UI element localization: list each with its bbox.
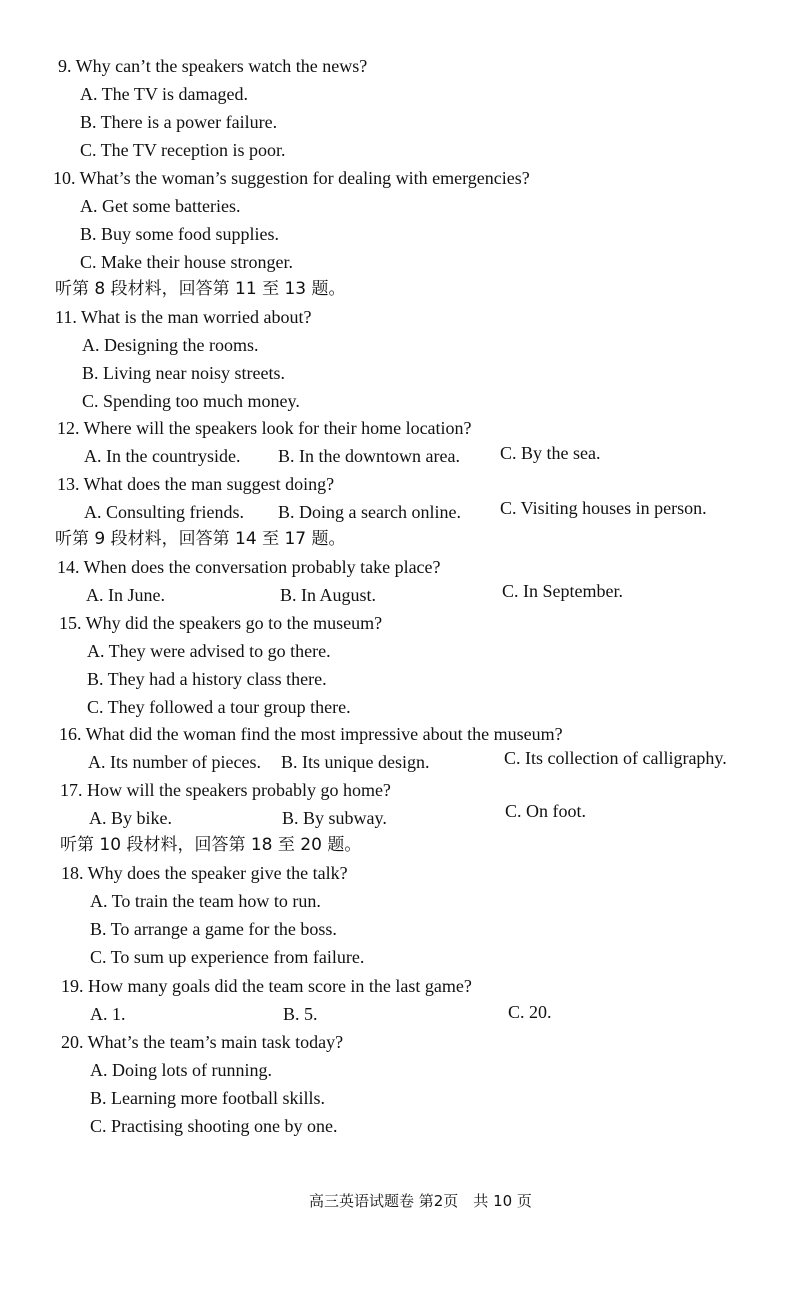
question-14: 14. When does the conversation probably take place? bbox=[57, 557, 441, 577]
q15-option-b: B. They had a history class there. bbox=[87, 669, 327, 689]
q10-option-a: A. Get some batteries. bbox=[80, 196, 241, 216]
q16-option-b: B. Its unique design. bbox=[281, 752, 430, 772]
q10-option-c: C. Make their house stronger. bbox=[80, 252, 293, 272]
q17-option-c: C. On foot. bbox=[505, 801, 586, 821]
q12-option-a: A. In the countryside. bbox=[84, 446, 241, 466]
q13-option-b: B. Doing a search online. bbox=[278, 502, 461, 522]
question-9: 9. Why can’t the speakers watch the news? bbox=[58, 56, 368, 76]
question-20: 20. What’s the team’s main task today? bbox=[61, 1032, 344, 1052]
q9-option-b: B. There is a power failure. bbox=[80, 112, 278, 132]
question-12: 12. Where will the speakers look for their home location? bbox=[57, 418, 472, 438]
q17-option-b: B. By subway. bbox=[282, 808, 387, 828]
q19-option-c: C. 20. bbox=[508, 1002, 552, 1022]
q19-option-a: A. 1. bbox=[90, 1004, 126, 1024]
q14-option-a: A. In June. bbox=[86, 585, 165, 605]
question-10: 10. What’s the woman’s suggestion for dealing with emergencies? bbox=[53, 168, 530, 188]
question-18: 18. Why does the speaker give the talk? bbox=[61, 863, 348, 883]
q16-option-c: C. Its collection of calligraphy. bbox=[504, 748, 727, 768]
question-11: 11. What is the man worried about? bbox=[55, 307, 312, 327]
q13-option-c: C. Visiting houses in person. bbox=[500, 498, 707, 518]
q20-option-b: B. Learning more football skills. bbox=[90, 1088, 325, 1108]
question-19: 19. How many goals did the team score in the last game? bbox=[61, 976, 472, 996]
q18-option-b: B. To arrange a game for the boss. bbox=[90, 919, 337, 939]
q11-option-b: B. Living near noisy streets. bbox=[82, 363, 285, 383]
section-10-instruction: 听第 10 段材料，回答第 18 至 20 题。 bbox=[60, 835, 362, 855]
q12-option-b: B. In the downtown area. bbox=[278, 446, 460, 466]
question-17: 17. How will the speakers probably go home? bbox=[60, 780, 391, 800]
q9-option-a: A. The TV is damaged. bbox=[80, 84, 248, 104]
q15-option-a: A. They were advised to go there. bbox=[87, 641, 331, 661]
q11-option-a: A. Designing the rooms. bbox=[82, 335, 259, 355]
q11-option-c: C. Spending too much money. bbox=[82, 391, 300, 411]
q17-option-a: A. By bike. bbox=[89, 808, 172, 828]
q10-option-b: B. Buy some food supplies. bbox=[80, 224, 280, 244]
q14-option-b: B. In August. bbox=[280, 585, 377, 605]
q20-option-c: C. Practising shooting one by one. bbox=[90, 1116, 338, 1136]
q15-option-c: C. They followed a tour group there. bbox=[87, 697, 351, 717]
q14-option-c: C. In September. bbox=[502, 581, 623, 601]
page-footer: 高三英语试题卷 第2页 共 10 页 bbox=[309, 1192, 532, 1210]
q19-option-b: B. 5. bbox=[283, 1004, 318, 1024]
q18-option-c: C. To sum up experience from failure. bbox=[90, 947, 365, 967]
question-13: 13. What does the man suggest doing? bbox=[57, 474, 335, 494]
q12-option-c: C. By the sea. bbox=[500, 443, 601, 463]
q20-option-a: A. Doing lots of running. bbox=[90, 1060, 272, 1080]
q9-option-c: C. The TV reception is poor. bbox=[80, 140, 286, 160]
q16-option-a: A. Its number of pieces. bbox=[88, 752, 261, 772]
q13-option-a: A. Consulting friends. bbox=[84, 502, 244, 522]
section-8-instruction: 听第 8 段材料，回答第 11 至 13 题。 bbox=[55, 279, 346, 299]
q18-option-a: A. To train the team how to run. bbox=[90, 891, 321, 911]
question-16: 16. What did the woman find the most impressive about the museum? bbox=[59, 724, 563, 744]
section-9-instruction: 听第 9 段材料，回答第 14 至 17 题。 bbox=[55, 529, 346, 549]
question-15: 15. Why did the speakers go to the museum? bbox=[59, 613, 383, 633]
